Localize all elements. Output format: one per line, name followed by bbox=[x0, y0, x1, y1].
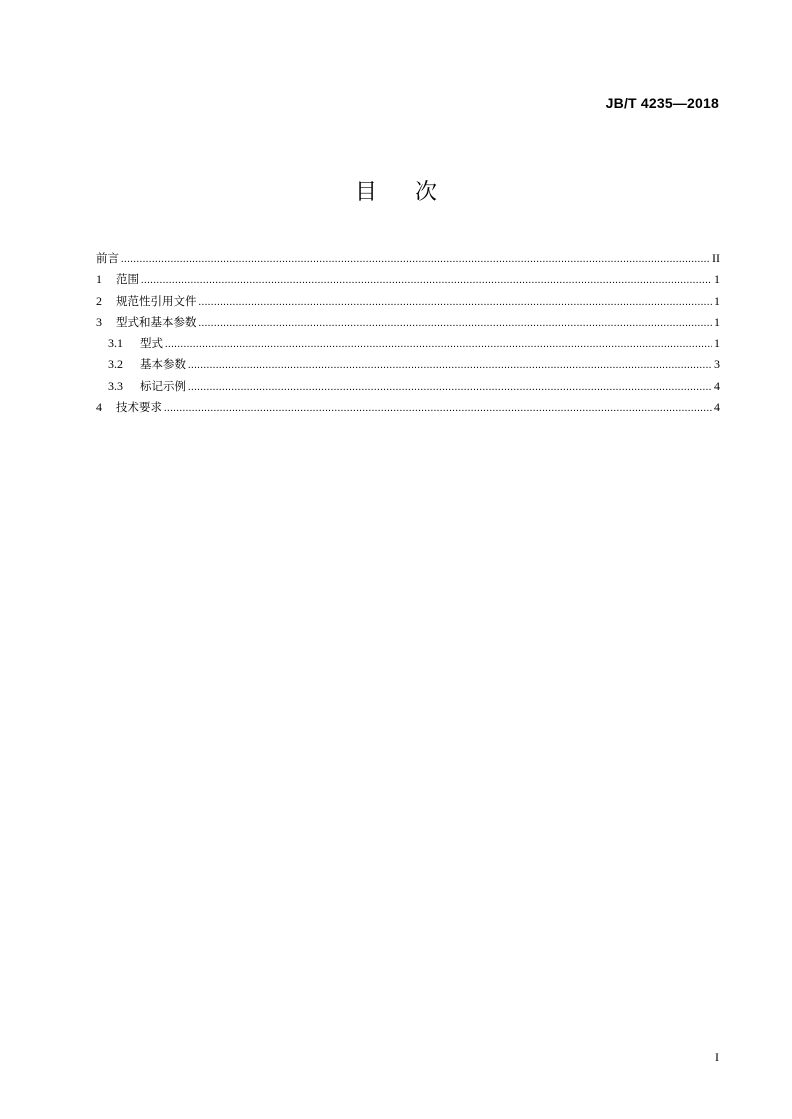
toc-entry-foreword[interactable] bbox=[96, 248, 720, 269]
toc-entry-label: 技术要求 bbox=[116, 400, 162, 415]
standard-code: JB/T 4235—2018 bbox=[605, 95, 719, 111]
toc-entry-label: 规范性引用文件 bbox=[116, 293, 197, 308]
toc-entry-number: 3 bbox=[96, 314, 102, 329]
toc-leader-dots bbox=[188, 355, 712, 376]
toc-entry-label: 基本参数 bbox=[140, 357, 186, 372]
toc-entry-3[interactable] bbox=[96, 312, 720, 333]
toc-leader-dots bbox=[121, 249, 710, 270]
toc-entry-label: 范围 bbox=[116, 272, 139, 287]
toc-entry-page: 1 bbox=[714, 314, 720, 329]
toc-leader-dots bbox=[188, 377, 712, 398]
toc-leader-dots bbox=[164, 398, 712, 419]
toc-entry-number: 2 bbox=[96, 293, 102, 308]
toc-title bbox=[0, 178, 792, 208]
toc-entry-page: 4 bbox=[714, 400, 720, 415]
toc-leader-dots bbox=[199, 313, 713, 334]
toc-entry-label: 型式 bbox=[140, 336, 163, 351]
toc-entry-label: 标记示例 bbox=[140, 378, 186, 393]
toc-entry-number: 1 bbox=[96, 272, 102, 287]
toc-entry-number: 3.1 bbox=[108, 336, 123, 351]
toc-entry-page: II bbox=[712, 251, 720, 265]
toc-title-char-2: 次 bbox=[415, 180, 438, 205]
toc-entry-page: 3 bbox=[714, 357, 720, 372]
table-of-contents bbox=[96, 248, 720, 418]
toc-entry-1[interactable] bbox=[96, 269, 720, 290]
toc-entry-page: 1 bbox=[714, 272, 720, 287]
toc-entry-3-3[interactable] bbox=[96, 376, 720, 397]
toc-entry-2[interactable] bbox=[96, 291, 720, 312]
toc-title-char-1: 目 bbox=[354, 180, 377, 205]
toc-entry-number: 3.2 bbox=[108, 357, 123, 372]
toc-entry-4[interactable] bbox=[96, 397, 720, 418]
toc-entry-label: 前言 bbox=[96, 251, 119, 265]
toc-entry-number: 4 bbox=[96, 400, 102, 415]
toc-leader-dots bbox=[199, 292, 713, 313]
toc-entry-label: 型式和基本参数 bbox=[116, 314, 197, 329]
toc-entry-number: 3.3 bbox=[108, 378, 123, 393]
toc-entry-3-1[interactable] bbox=[96, 333, 720, 354]
toc-entry-3-2[interactable] bbox=[96, 354, 720, 375]
page-number: I bbox=[715, 1050, 719, 1064]
toc-leader-dots bbox=[165, 334, 712, 355]
toc-entry-page: 4 bbox=[714, 378, 720, 393]
toc-entry-page: 1 bbox=[714, 293, 720, 308]
toc-entry-page: 1 bbox=[714, 336, 720, 351]
toc-leader-dots bbox=[141, 270, 712, 291]
